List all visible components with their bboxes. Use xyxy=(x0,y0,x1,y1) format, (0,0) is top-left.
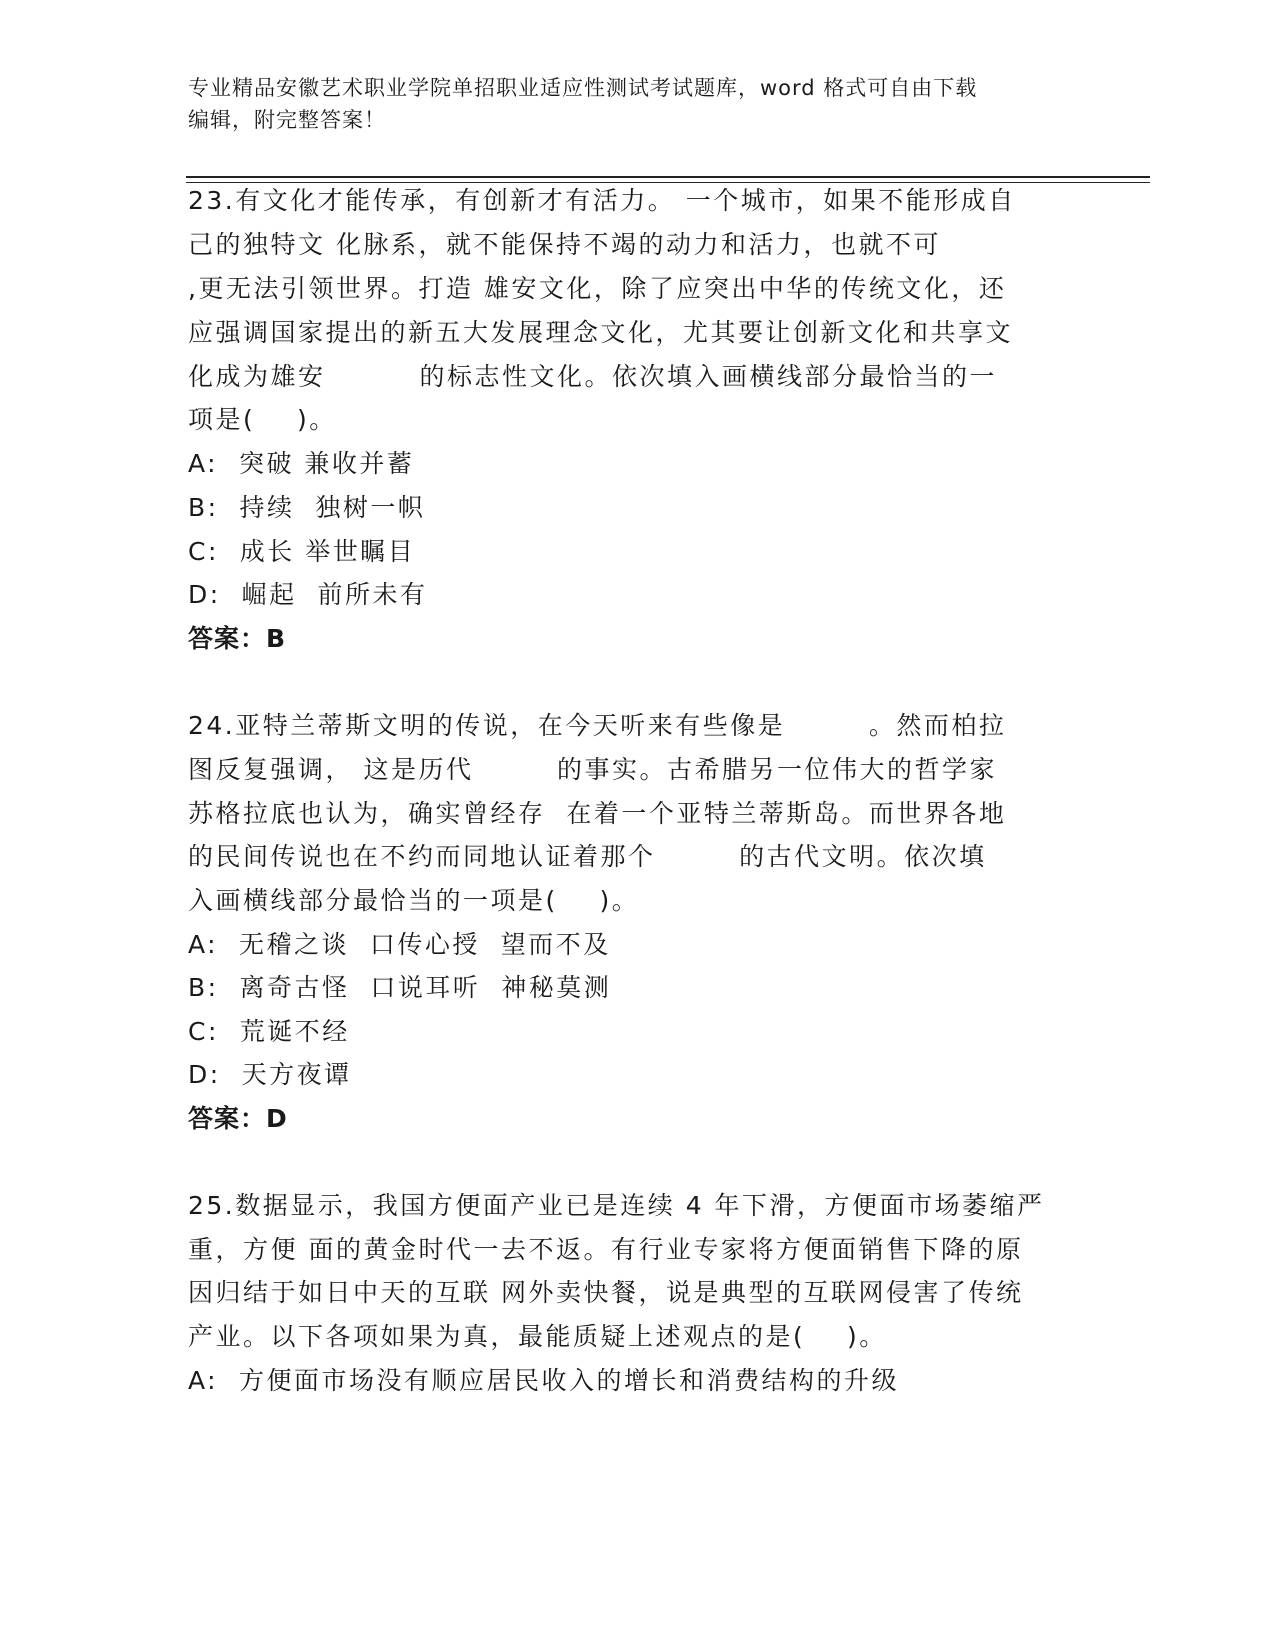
header-rule-thin xyxy=(186,182,1150,183)
q23-answer: 答案：B xyxy=(188,624,287,653)
q23-text-line: ,更无法引领世界。打造 雄安文化，除了应突出中华的传统文化，还 xyxy=(188,274,1007,303)
q24-text-line: 24.亚特兰蒂斯文明的传说，在今天听来有些像是 。然而柏拉 xyxy=(188,711,1007,740)
q24-text-line: 图反复强调， 这是历代 的事实。古希腊另一位伟大的哲学家 xyxy=(188,755,998,784)
q23-text-line: 23.有文化才能传承，有创新才有活力。 一个城市，如果不能形成自 xyxy=(188,186,1016,215)
q23-text-line: 应强调国家提出的新五大发展理念文化，尤其要让创新文化和共享文 xyxy=(188,318,1014,347)
q23-text-line: 化成为雄安 的标志性文化。依次填入画横线部分最恰当的一 xyxy=(188,362,998,391)
q25-text-line: 重，方便 面的黄金时代一去不返。有行业专家将方便面销售下降的原 xyxy=(188,1235,1024,1264)
q23-option-b: B: 持续 独树一帜 xyxy=(188,493,426,522)
q23-option-d: D: 崛起 前所未有 xyxy=(188,580,428,609)
q24-option-d: D: 天方夜谭 xyxy=(188,1060,352,1089)
q24-option-b: B: 离奇古怪 口说耳听 神秘莫测 xyxy=(188,973,612,1002)
q24-text-line: 入画横线部分最恰当的一项是( )。 xyxy=(188,886,640,915)
q25-option-a: A: 方便面市场没有顺应居民收入的增长和消费结构的升级 xyxy=(188,1366,899,1395)
q24-answer: 答案：D xyxy=(188,1104,288,1133)
q23-option-c: C: 成长 举世瞩目 xyxy=(188,537,416,566)
header-line-1: 专业精品安徽艺术职业学院单招职业适应性测试考试题库，word 格式可自由下载 xyxy=(188,76,978,100)
page-header xyxy=(188,72,1088,136)
q24-option-c: C: 荒诞不经 xyxy=(188,1017,350,1046)
q24-text-line: 的民间传说也在不约而同地认证着那个 的古代文明。依次填 xyxy=(188,842,987,871)
q23-text-line: 项是( )。 xyxy=(188,405,337,434)
q25-text-line: 因归结于如日中天的互联 网外卖快餐，说是典型的互联网侵害了传统 xyxy=(188,1278,1024,1307)
q23-text-line: 己的独特文 化脉系，就不能保持不竭的动力和活力，也就不可 xyxy=(188,230,941,259)
header-line-2: 编辑，附完整答案！ xyxy=(188,108,386,132)
q25-text-line: 产业。以下各项如果为真，最能质疑上述观点的是( )。 xyxy=(188,1322,887,1351)
header-rule-thick xyxy=(186,176,1150,178)
q25-text-line: 25.数据显示，我国方便面产业已是连续 4 年下滑，方便面市场萎缩严 xyxy=(188,1191,1045,1220)
q23-option-a: A: 突破 兼收并蓄 xyxy=(188,449,415,478)
q24-option-a: A: 无稽之谈 口传心授 望而不及 xyxy=(188,930,611,959)
q24-text-line: 苏格拉底也认为，确实曾经存 在着一个亚特兰蒂斯岛。而世界各地 xyxy=(188,799,1007,828)
